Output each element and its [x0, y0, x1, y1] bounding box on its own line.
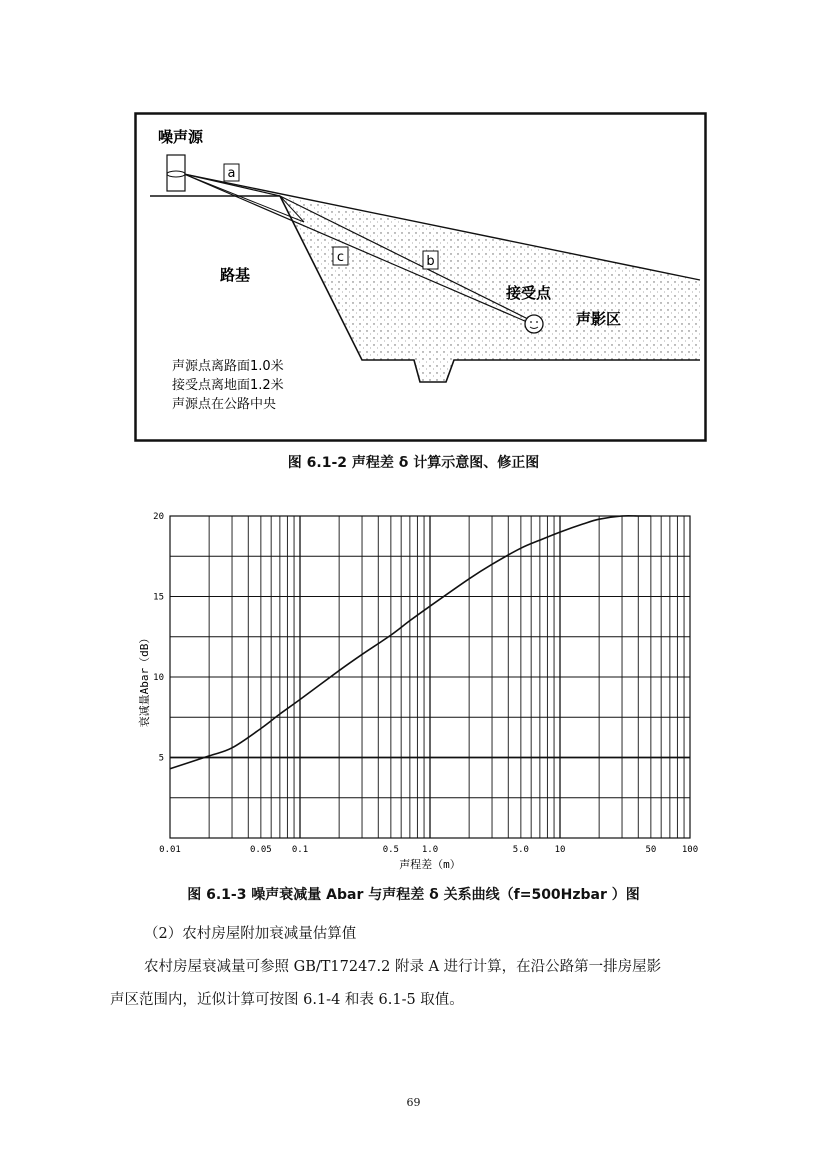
attenuation-curve	[170, 516, 651, 769]
y-tick-label: 20	[153, 512, 164, 522]
x-tick-label: 100	[681, 845, 699, 855]
noise-source-box	[167, 155, 185, 191]
y-tick-label: 10	[153, 673, 164, 683]
y-axis-label: 衰减量Abar（dB）	[138, 632, 151, 728]
figure1-caption: 图 6.1-2 声程差 δ 计算示意图、修正图	[287, 455, 540, 471]
page-number: 69	[406, 1096, 421, 1109]
note-line-3: 声源点在公路中央	[172, 397, 277, 412]
label-receiver: 接受点	[506, 284, 552, 302]
x-tick-label: 0.01	[159, 845, 181, 855]
figure2-caption: 图 6.1-3 噪声衰减量 Abar 与声程差 δ 关系曲线（f=500Hzbar ）图	[187, 887, 640, 903]
y-tick-label: 5	[158, 753, 164, 764]
y-tick-label: 15	[153, 592, 164, 603]
x-tick-label: 5.0	[512, 845, 529, 855]
label-noise-source: 噪声源	[158, 128, 204, 146]
label-roadbed: 路基	[220, 266, 251, 284]
receiver-icon	[525, 315, 543, 333]
label-shadow-zone: 声影区	[576, 310, 622, 328]
section-heading: （2）农村房屋附加衰减量估算值	[144, 926, 357, 942]
label-c: c	[336, 250, 345, 265]
x-tick-label: 0.05	[250, 845, 272, 855]
label-b: b	[426, 254, 435, 269]
paragraph-line-1: 农村房屋衰减量可参照 GB/T17247.2 附录 A 进行计算，在沿公路第一排房屋影	[144, 959, 662, 975]
x-axis-label: 声程差（m）	[399, 858, 461, 871]
x-tick-label: 50	[645, 845, 657, 855]
x-tick-label: 10	[554, 845, 566, 855]
note-line-2: 接受点离地面1.2米	[172, 378, 284, 393]
label-a: a	[227, 166, 236, 181]
paragraph-line-2: 声区范围内，近似计算可按图 6.1-4 和表 6.1-5 取值。	[110, 992, 464, 1008]
note-line-1: 声源点离路面1.0米	[172, 359, 284, 374]
x-tick-label: 1.0	[421, 845, 439, 855]
x-tick-label: 0.1	[291, 845, 309, 855]
attenuation-chart	[140, 508, 720, 878]
x-tick-label: 0.5	[382, 845, 399, 855]
sound-path-diagram	[134, 112, 707, 442]
